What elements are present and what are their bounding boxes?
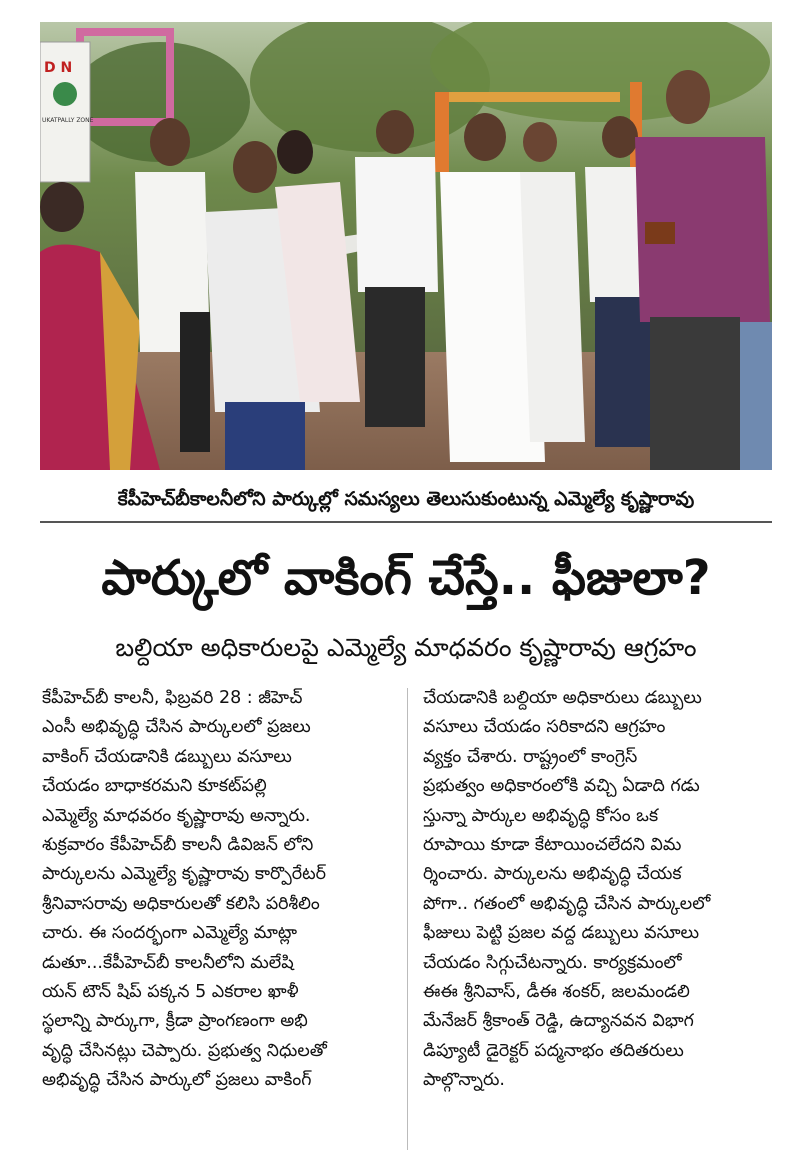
- text-line: కేపీహెచ్‌బీ కాలనీ, ఫిబ్రవరి 28 : జీహెచ్: [42, 688, 303, 708]
- text-line: స్తున్నా పార్కుల అభివృద్ధి కోసం ఒక: [423, 805, 659, 826]
- text-line: పార్కులను ఎమ్మెల్యే కృష్ణారావు కార్పొరేటర్: [42, 864, 327, 885]
- photo-caption: కేపీహెచ్‌బీకాలనీలోని పార్కుల్లో సమస్యలు తెలుసుకుంటున్న ఎమ్మెల్యే కృష్ణారావు: [117, 488, 695, 510]
- subheadline: బల్దియా అధికారులపై ఎమ్మెల్యే మాధవరం కృష్ణారావు ఆగ్రహం: [115, 633, 697, 662]
- sign-letters: D N: [44, 60, 73, 76]
- text-line: శ్రీనివాసరావు అధికారులతో కలిసి పరిశీలిం: [42, 893, 320, 914]
- text-line: ర్శించారు. పార్కులను అభివృద్ధి చేయక: [423, 864, 682, 885]
- text-line: ఫీజులు పెట్టి ప్రజల వద్ద డబ్బులు వసూలు: [423, 923, 700, 944]
- article-column-left: [42, 684, 394, 1095]
- text-line: రూపాయి కూడా కేటాయించలేదని విమ: [423, 834, 682, 855]
- text-line: చేయడానికి బల్దియా అధికారులు డబ్బులు: [423, 688, 702, 708]
- text-line: శుక్రవారం కేపీహెచ్‌బీ కాలనీ డివిజన్ లోని: [42, 834, 314, 855]
- text-line: ఈఈ శ్రీనివాస్, డీఈ శంకర్, జలమండలి: [423, 981, 690, 1002]
- text-line: అభివృద్ధి చేసిన పార్కులో ప్రజలు వాకింగ్: [42, 1070, 312, 1091]
- news-photo: [40, 22, 772, 470]
- text-line: డిప్యూటీ డైరెక్టర్ పద్మనాభం తదితరులు: [423, 1040, 684, 1061]
- text-line: చారు. ఈ సందర్భంగా ఎమ్మెల్యే మాట్లా: [42, 923, 297, 944]
- text-line: ఎంసీ అభివృద్ధి చేసిన పార్కులలో ప్రజలు: [42, 717, 311, 738]
- text-line: వృద్ధి చేసినట్లు చెప్పారు. ప్రభుత్వ నిధులతో: [42, 1040, 327, 1061]
- text-line: మేనేజర్ శ్రీకాంత్ రెడ్డి, ఉద్యానవన విభాగ: [423, 1011, 694, 1032]
- text-line: స్థలాన్ని పార్కుగా, క్రీడా ప్రాంగణంగా అభి: [42, 1011, 308, 1032]
- text-line: వాకింగ్ చేయడానికి డబ్బులు వసూలు: [42, 746, 292, 767]
- text-line: పాల్గొన్నారు.: [423, 1070, 505, 1091]
- text-line: ప్రభుత్వం అధికారంలోకి వచ్చి ఏడాది గడు: [423, 776, 700, 797]
- text-line: వ్యక్తం చేశారు. రాష్ట్రంలో కాంగ్రెస్: [423, 746, 638, 767]
- text-line: వసూలు చేయడం సరికాదని ఆగ్రహం: [423, 717, 666, 738]
- article-column-right: [423, 684, 775, 1095]
- text-line: పోగా.. గతంలో అభివృద్ధి చేసిన పార్కులలో: [423, 893, 711, 914]
- text-line: చేయడం బాధాకరమని కూకట్‌పల్లి: [42, 776, 267, 797]
- text-line: ఎమ్మెల్యే మాధవరం కృష్ణారావు అన్నారు.: [42, 805, 311, 826]
- text-line: యన్ టౌన్ షిప్ పక్కన 5 ఎకరాల ఖాళీ: [42, 981, 299, 1002]
- caption-divider: [40, 521, 772, 523]
- column-divider: [407, 688, 408, 1150]
- text-line: చేయడం సిగ్గుచేటన్నారు. కార్యక్రమంలో: [423, 952, 682, 973]
- text-line: డుతూ...కేపీహెచ్‌బీ కాలనీలోని మలేషి: [42, 952, 294, 973]
- photo-illustration: [40, 22, 772, 470]
- headline: పార్కులో వాకింగ్ చేస్తే.. ఫీజులా?: [101, 550, 711, 606]
- sign-text: UKATPALLY ZONE: [42, 117, 94, 124]
